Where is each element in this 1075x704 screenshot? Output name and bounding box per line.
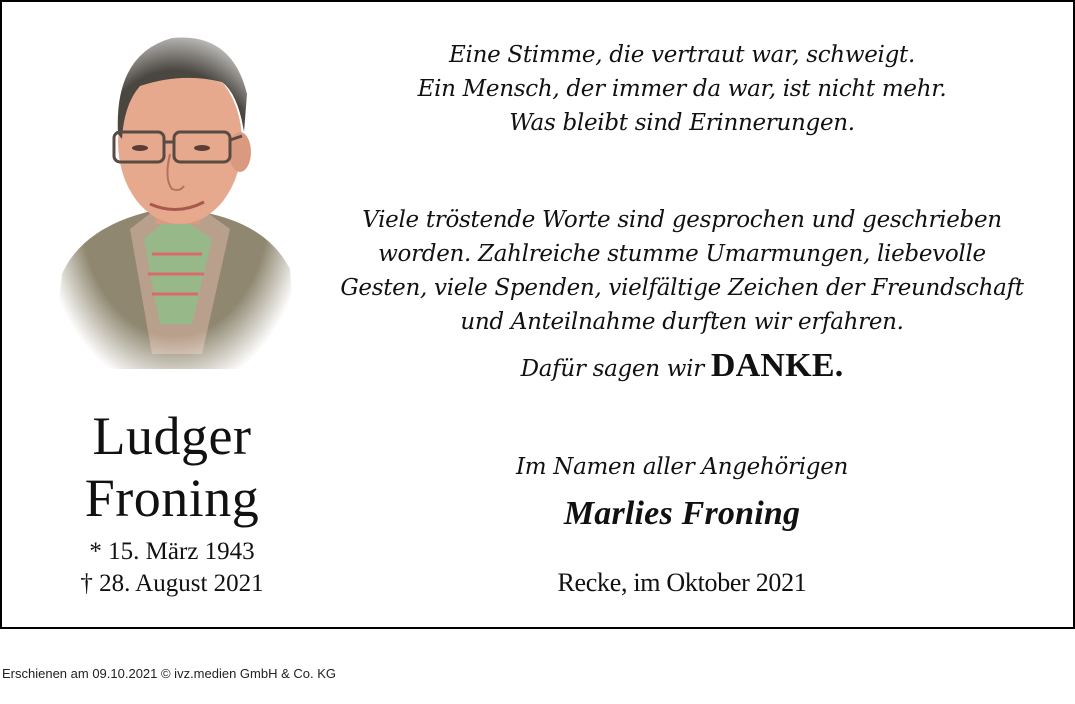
deceased-first-name: Ludger — [92, 406, 252, 466]
signatory-name: Marlies Froning — [563, 495, 801, 532]
danke-prefix: Dafür sagen wir — [520, 356, 711, 382]
thanks-line: Viele tröstende Worte sind gesprochen und geschrieben — [362, 207, 1002, 233]
thanks-line: und Anteilnahme durften wir erfahren. — [460, 309, 904, 335]
thanks-paragraph — [322, 203, 1042, 339]
birth-date: * 15. März 1943 — [89, 538, 255, 565]
verse-line: Eine Stimme, die vertraut war, schweigt. — [449, 42, 915, 68]
on-behalf-text: Im Namen aller Angehörigen — [515, 454, 849, 480]
danke-line — [322, 344, 1042, 391]
thanks-line: worden. Zahlreiche stumme Umarmungen, liebevolle — [378, 241, 986, 267]
publication-footer: Erschienen am 09.10.2021 © ivz.medien GmbH & Co. KG — [2, 666, 337, 681]
memorial-verse — [322, 38, 1042, 140]
deceased-last-name: Froning — [84, 468, 260, 528]
verse-line: Ein Mensch, der immer da war, ist nicht mehr. — [417, 76, 947, 102]
portrait-photo-icon — [52, 24, 297, 369]
death-date: † 28. August 2021 — [80, 570, 264, 597]
danke-word: DANKE. — [710, 347, 844, 384]
verse-line: Was bleibt sind Erinnerungen. — [509, 110, 855, 136]
thanks-line: Gesten, viele Spenden, vielfältige Zeichen der Freundschaft — [340, 275, 1024, 301]
place-date: Recke, im Oktober 2021 — [557, 568, 807, 597]
